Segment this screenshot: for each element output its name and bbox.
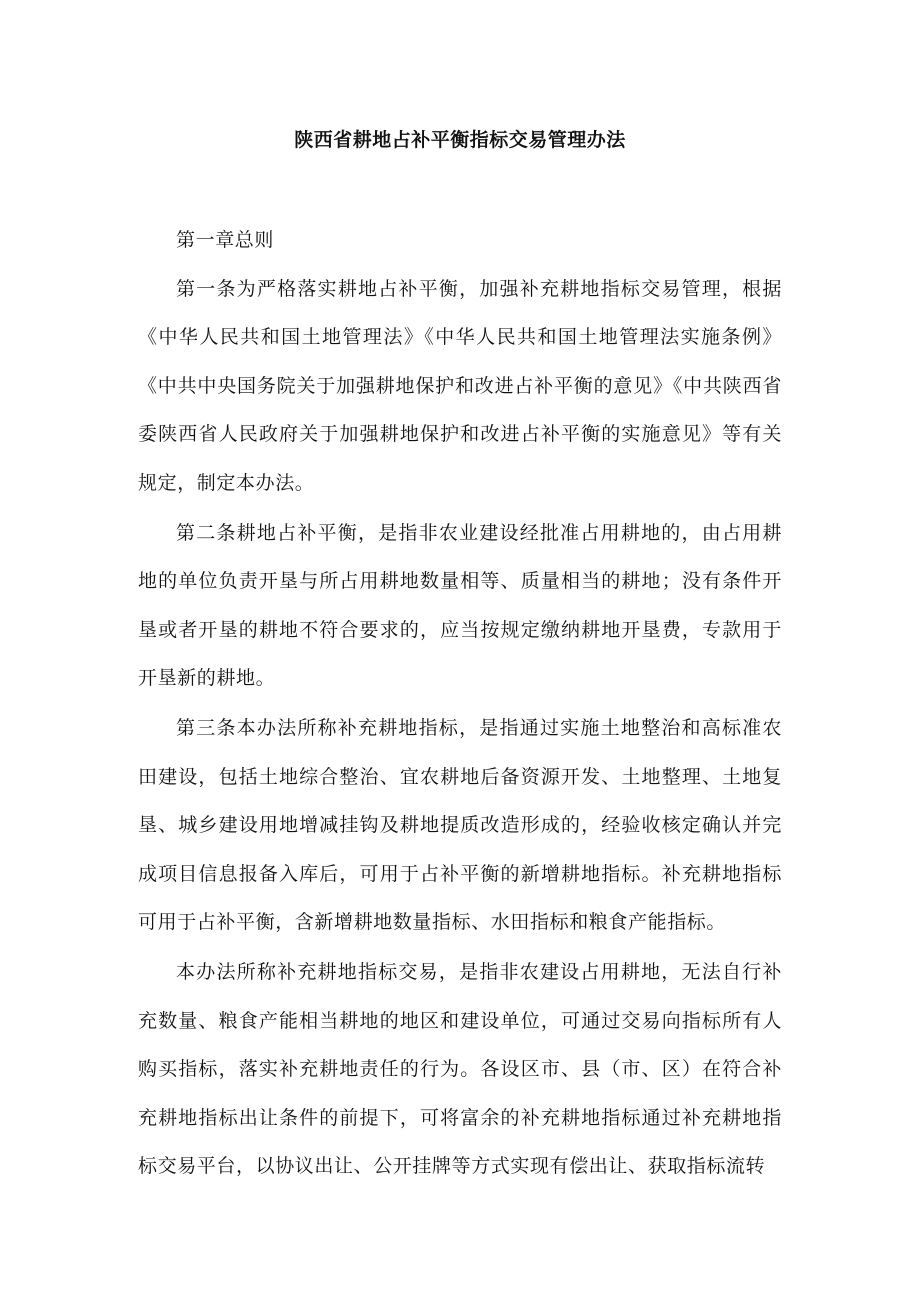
- paragraph-article-1: 第一条为严格落实耕地占补平衡，加强补充耕地指标交易管理，根据《中华人民共和国土地管理法》《中华人民共和国土地管理法实施条例》《中共中央国务院关于加强耕地保护和改进占补平衡的意见》《中共陕西省委陕西省人民政府关于加强耕地保护和改进占补平衡的实施意见》等有关规定，制定本办法。: [138, 277, 782, 494]
- chapter-heading: 第一章总则: [176, 229, 275, 251]
- paragraph-article-3: 第三条本办法所称补充耕地指标，是指通过实施土地整治和高标准农田建设，包括土地综合整治、宜农耕地后备资源开发、土地整理、土地复垦、城乡建设用地增减挂钩及耕地提质改造形成的，经验收核定确认并完成项目信息报备入库后，可用于占补平衡的新增耕地指标。补充耕地指标可用于占补平衡，含新增耕地数量指标、水田指标和粮食产能指标。: [138, 716, 782, 934]
- document-body: [138, 216, 782, 1192]
- document-title: 陕西省耕地占补平衡指标交易管理办法: [294, 129, 626, 151]
- paragraph-indicator-trading: 本办法所称补充耕地指标交易，是指非农建设占用耕地，无法自行补充数量、粮食产能相当耕地的地区和建设单位，可通过交易向指标所有人购买指标，落实补充耕地责任的行为。各设区市、县（市、区）在符合补充耕地指标出让条件的前提下，可将富余的补充耕地指标通过补充耕地指标交易平台，以协议出让、公开挂牌等方式实现有偿出让、获取指标流转: [138, 960, 782, 1178]
- paragraph-article-2: 第二条耕地占补平衡，是指非农业建设经批准占用耕地的，由占用耕地的单位负责开垦与所占用耕地数量相等、质量相当的耕地；没有条件开垦或者开垦的耕地不符合要求的，应当按规定缴纳耕地开垦费，专款用于开垦新的耕地。: [138, 521, 782, 690]
